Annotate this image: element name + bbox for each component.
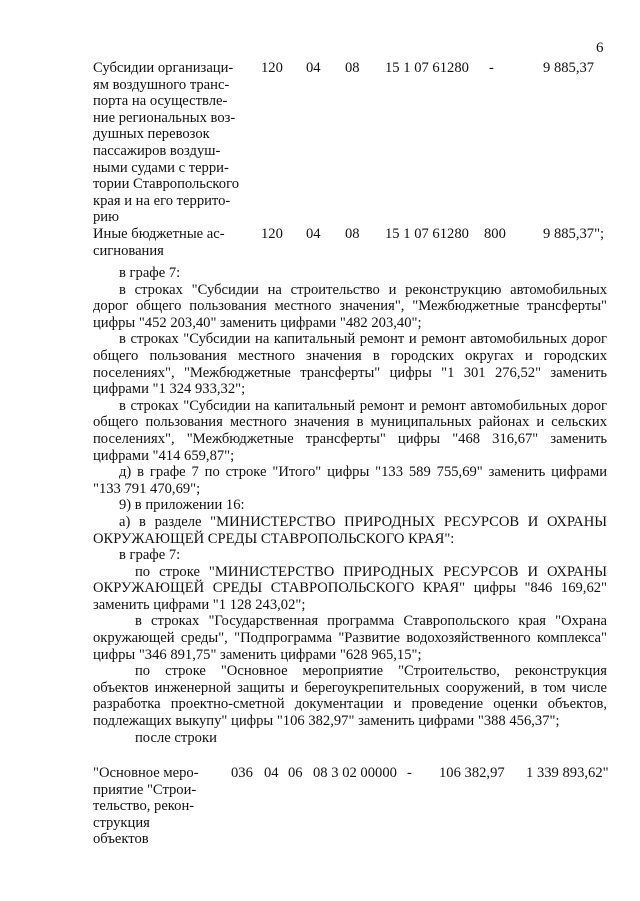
row-name-line: тельство, рекон- bbox=[93, 798, 195, 815]
paragraph: 9) в приложении 16: bbox=[119, 497, 245, 514]
paragraph: в графе 7: bbox=[119, 265, 181, 281]
table-row bbox=[93, 765, 609, 848]
section-code-cell: 04 bbox=[264, 765, 279, 781]
row-name-line: пассажиров воздуш- bbox=[93, 142, 221, 159]
table-row bbox=[93, 60, 595, 226]
row-name-cell bbox=[93, 226, 249, 259]
row-name-line: порта на осуществле- bbox=[93, 93, 228, 110]
row-name-line: приятие "Строи- bbox=[93, 781, 197, 798]
row-name-line: рию bbox=[93, 209, 120, 226]
budget-table-top bbox=[93, 60, 605, 259]
ministry-code-cell: 036 bbox=[231, 765, 253, 781]
page-number: 6 bbox=[596, 40, 604, 56]
paragraph: по строке "МИНИСТЕРСТВО ПРИРОДНЫХ РЕСУРСОВ И ОХРАНЫ ОКРУЖАЮЩЕЙ СРЕДЫ СТАВРОПОЛЬСКОГО КРАЯ" цифры "846 169,62" заменить цифрами "1 128 243,02"; bbox=[93, 563, 607, 613]
row-name-line: душных перевозок bbox=[93, 126, 210, 143]
target-article-cell: 08 3 02 00000 bbox=[313, 765, 397, 781]
subsection-code-cell: 08 bbox=[345, 225, 360, 242]
paragraph: в строках "Государственная программа Ставропольского края "Охрана окружающей среды", "Подпрограмма "Развитие водохозяйственного комплекса" цифры "346 891,75" заменить цифрами "628 965,15"; bbox=[93, 613, 607, 663]
row-name-line: края и на его террито- bbox=[93, 192, 231, 209]
row-name-cell bbox=[93, 60, 249, 226]
subsection-code-cell: 08 bbox=[345, 60, 360, 76]
table-row bbox=[93, 225, 605, 259]
amount-cell: 9 885,37 bbox=[543, 60, 595, 76]
section-code-cell: 04 bbox=[306, 60, 321, 76]
amount-cell: 1 339 893,62" bbox=[526, 765, 609, 781]
paragraph: по строке "Основное мероприятие "Строительство, реконструкция объектов инженерной защиты и берегоукрепительных сооружений, в том числе разработка проектно-сметной документации и проведение оценки объектов, подлежащих выкупу" цифры "106 382,97" заменить цифрами "388 456,37"; bbox=[93, 663, 607, 730]
amount-cell: 106 382,97 bbox=[439, 765, 505, 781]
target-article-cell: 15 1 07 61280 bbox=[385, 225, 469, 242]
row-name-line: струкция объектов bbox=[93, 814, 150, 848]
paragraph: в графе 7: bbox=[119, 547, 181, 564]
row-name-line: ние региональных воз- bbox=[93, 109, 236, 126]
row-name-line: ными судами с терри- bbox=[93, 159, 229, 176]
expense-type-cell: 800 bbox=[484, 225, 506, 242]
target-article-cell: 15 1 07 61280 bbox=[385, 60, 469, 76]
section-code-cell: 04 bbox=[306, 225, 321, 242]
paragraph: в строках "Субсидии на строительство и реконструкцию автомобильных дорог общего пользования местного значения", "Межбюджетные трансферты" цифры "452 203,40" заменить цифрами "482 203,40"; bbox=[93, 281, 607, 331]
paragraph: после строки bbox=[135, 729, 217, 746]
row-name-line: ям воздушного транс- bbox=[93, 76, 230, 93]
row-name-line: сигнования bbox=[93, 242, 164, 259]
paragraph: д) в графе 7 по строке "Итого" цифры "133 589 755,69" заменить цифрами "133 791 470,69"; bbox=[93, 464, 607, 497]
amount-cell: 9 885,37"; bbox=[543, 225, 605, 242]
budget-table-bottom bbox=[93, 765, 609, 848]
paragraph: а) в разделе "МИНИСТЕРСТВО ПРИРОДНЫХ РЕСУРСОВ И ОХРАНЫ ОКРУЖАЮЩЕЙ СРЕДЫ СТАВРОПОЛЬСКОГО КРАЯ": bbox=[93, 513, 607, 547]
row-name-line: Субсидии организаци- bbox=[93, 60, 234, 76]
row-name-line: тории Ставропольского bbox=[93, 176, 240, 193]
subsection-code-cell: 06 bbox=[288, 765, 303, 781]
row-name-line: Иные бюджетные ас- bbox=[93, 225, 225, 242]
ministry-code-cell: 120 bbox=[261, 225, 283, 242]
expense-type-cell: - bbox=[489, 60, 494, 76]
ministry-code-cell: 120 bbox=[261, 60, 283, 76]
row-name-line: "Основное меро- bbox=[93, 765, 199, 781]
expense-type-cell: - bbox=[407, 765, 412, 781]
row-name-cell bbox=[93, 765, 203, 848]
amendment-text bbox=[93, 265, 607, 746]
paragraph: в строках "Субсидии на капитальный ремонт и ремонт автомобильных дорог общего пользования местного значения в муниципальных районах и сельских поселениях", "Межбюджетные трансферты" цифры "468 316,67" заменить цифрами "414 659,87"; bbox=[93, 397, 607, 464]
paragraph: в строках "Субсидии на капитальный ремонт и ремонт автомобильных дорог общего пользования местного значения в городских округах и городских поселениях", "Межбюджетные трансферты" цифры "1 301 276,52" заменить цифрами "1 324 933,32"; bbox=[93, 331, 607, 398]
